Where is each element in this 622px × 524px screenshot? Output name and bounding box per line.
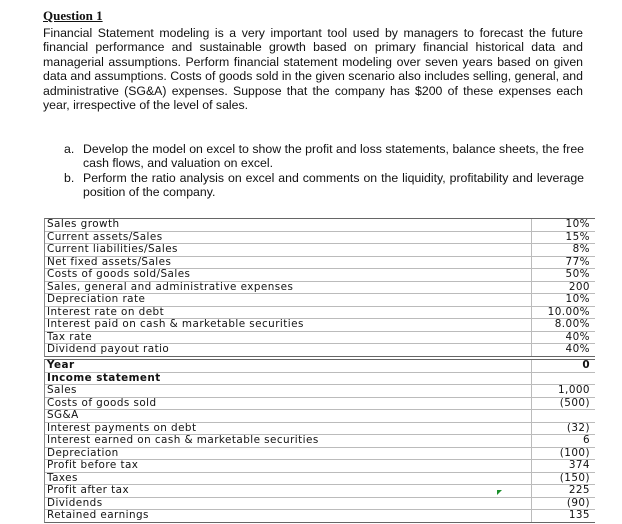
table-row: [45, 473, 595, 486]
row-value: 8%: [531, 244, 595, 256]
table-row: [45, 257, 595, 270]
row-label: Costs of goods sold/Sales: [47, 269, 191, 280]
table-row: [45, 448, 595, 461]
table-row: [45, 435, 595, 448]
year-label: Year: [47, 360, 75, 371]
year-row: [45, 360, 595, 373]
row-label: Interest paid on cash & marketable securities: [47, 319, 304, 330]
task-marker: b.: [64, 170, 75, 185]
row-label: Profit after tax: [47, 485, 130, 496]
task-marker: a.: [64, 142, 75, 156]
row-label: Costs of goods sold: [47, 397, 157, 409]
row-label: Current liabilities/Sales: [47, 244, 178, 255]
row-label: Sales, general and administrative expenses: [47, 281, 294, 293]
table-row: [45, 282, 595, 295]
row-value: (100): [531, 448, 595, 460]
row-value: 135: [531, 510, 595, 522]
table-row: [45, 423, 595, 436]
income-statement-table: [44, 359, 595, 523]
row-value: 77%: [531, 257, 595, 269]
row-value: 10%: [531, 219, 595, 231]
table-row: [45, 398, 595, 411]
table-row: [45, 232, 595, 245]
row-value: 40%: [531, 344, 595, 356]
table-row: [45, 294, 595, 307]
table-row: [45, 344, 595, 356]
row-value: [531, 410, 595, 422]
row-label: SG&A: [47, 410, 79, 421]
task-item-b: [64, 171, 584, 200]
table-row: [45, 410, 595, 423]
row-label: Retained earnings: [47, 510, 149, 521]
row-label: Current assets/Sales: [47, 231, 163, 243]
row-value: (32): [531, 423, 595, 435]
row-value: 15%: [531, 232, 595, 244]
table-row: [45, 498, 595, 511]
row-label: Tax rate: [47, 331, 93, 343]
row-label: Net fixed assets/Sales: [47, 256, 172, 268]
table-row: [45, 510, 595, 522]
task-text: Perform the ratio analysis on excel and comments on the liquidity, profitability and leverage position of the company.: [83, 170, 584, 200]
table-row: [45, 307, 595, 320]
row-value: 10.00%: [531, 307, 595, 319]
row-label: Sales growth: [47, 219, 120, 230]
row-label: Dividends: [47, 497, 103, 509]
task-list: [64, 142, 584, 200]
row-label: Depreciation rate: [47, 294, 146, 305]
table-row: [45, 485, 595, 498]
row-label: Depreciation: [47, 447, 119, 459]
row-value: 1,000: [531, 385, 595, 397]
row-value: 374: [531, 460, 595, 472]
row-value: 225: [531, 485, 595, 497]
row-value: 8.00%: [531, 319, 595, 331]
question-title: Question 1: [43, 8, 103, 23]
row-label: Sales: [47, 385, 77, 396]
row-label: Interest earned on cash & marketable securities: [47, 435, 319, 446]
row-value: 6: [531, 435, 595, 447]
row-value: 10%: [531, 294, 595, 306]
section-heading-row: [45, 373, 595, 386]
question-paragraph: Financial Statement modeling is a very important tool used by managers to forecast the future financial performance and sustainable growth based on primary financial historical data and managerial assumptions. Perform financial statement modeling over seven years based on given data and assumptions. Costs of goods sold in the given scenario also includes selling, general, and administrative (SG&A) expenses. Suppose that the company has $200 of these expenses each year, irrespective of the level of sales.: [43, 26, 583, 113]
assumptions-table: [44, 218, 595, 357]
table-row: [45, 332, 595, 345]
section-heading: Income statement: [47, 372, 161, 384]
task-text: Develop the model on excel to show the profit and loss statements, balance sheets, the free cash flows, and valuation on excel.: [83, 142, 584, 171]
table-row: [45, 385, 595, 398]
row-label: Taxes: [47, 472, 78, 484]
table-row: [45, 219, 595, 232]
row-label: Interest payments on debt: [47, 422, 197, 434]
table-row: [45, 460, 595, 473]
cell-comment-indicator-icon: [497, 490, 502, 495]
empty-cell: [531, 373, 595, 385]
table-row: [45, 244, 595, 257]
row-label: Profit before tax: [47, 460, 139, 471]
row-value: 50%: [531, 269, 595, 281]
task-item-a: [64, 142, 584, 171]
year-value: 0: [531, 360, 595, 372]
table-row: [45, 319, 595, 332]
row-label: Dividend payout ratio: [47, 344, 170, 355]
row-value: 40%: [531, 332, 595, 344]
row-label: Interest rate on debt: [47, 306, 165, 318]
row-value: (500): [531, 398, 595, 410]
table-row: [45, 269, 595, 282]
row-value: 200: [531, 282, 595, 294]
row-value: (150): [531, 473, 595, 485]
row-value: (90): [531, 498, 595, 510]
